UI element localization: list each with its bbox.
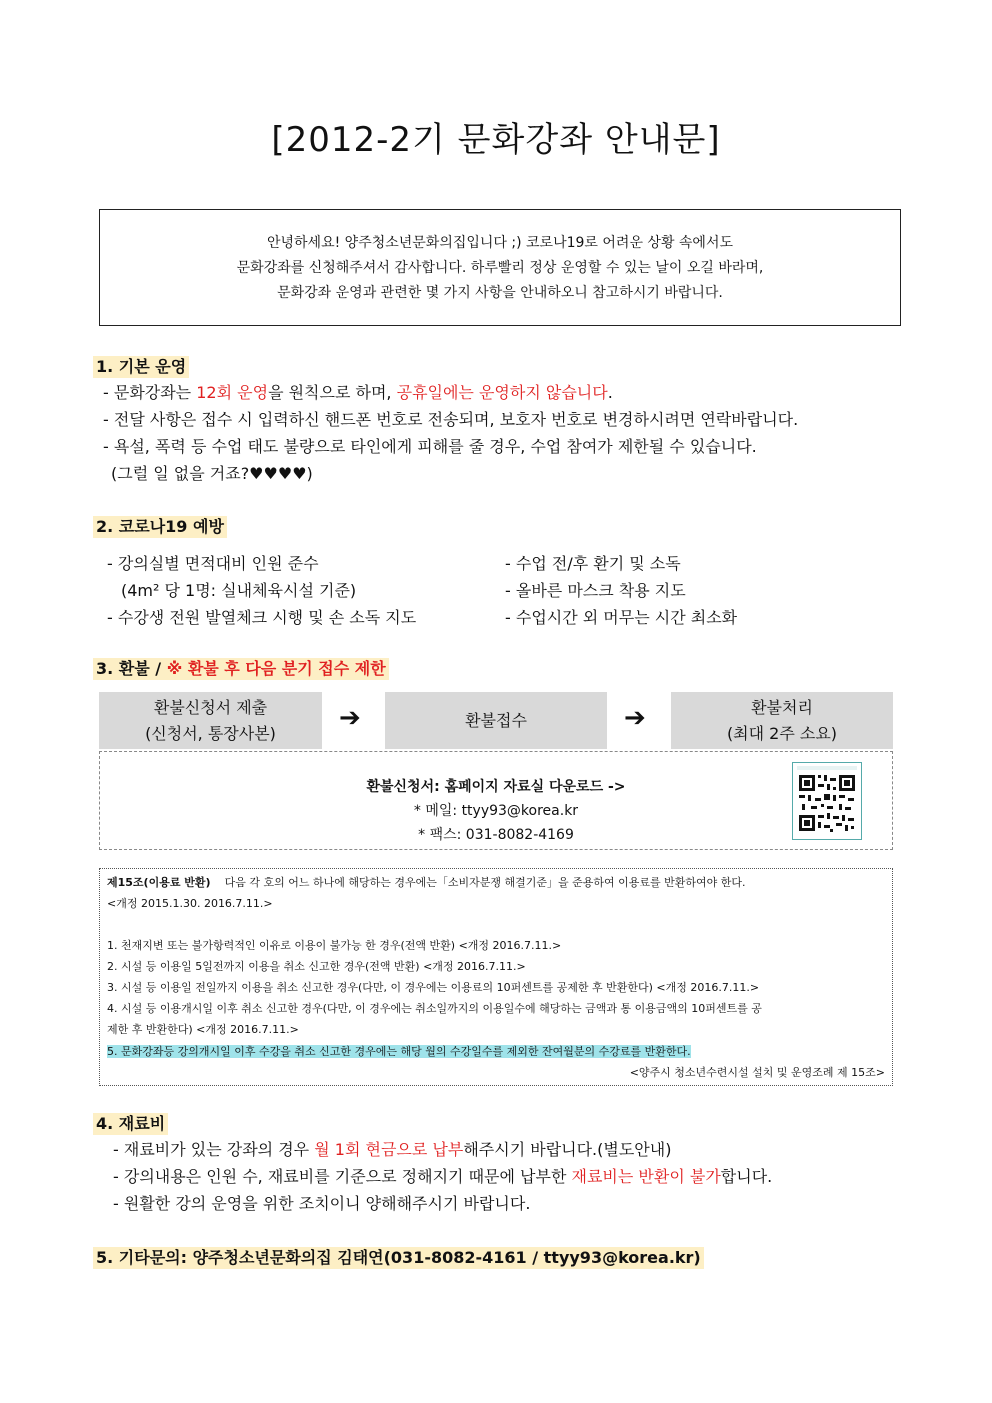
materials-line-1 <box>113 1139 671 1161</box>
step-label: 환불신청서 제출 <box>153 697 268 717</box>
law-item: 4. 시설 등 이용개시일 이후 취소 신고한 경우(다만, 이 경우에는 취소일까지의 이용일수에 해당하는 금액과 통 이용금액의 10퍼센트를 공 <box>107 1002 762 1015</box>
step-label: 환불처리 <box>751 697 813 717</box>
intro-line: 문화강좌 운영과 관련한 몇 가지 사항을 안내하오니 참고하시기 바랍니다. <box>277 285 723 301</box>
text: 3. 환불 / <box>96 659 167 678</box>
page-title: [2012-2기 문화강좌 안내문] <box>271 120 721 160</box>
basic-line-2: - 전달 사항은 접수 시 입력하신 핸드폰 번호로 전송되며, 보호자 번호로 변경하시려면 연락바랍니다. <box>103 410 799 429</box>
text: - 문화강좌는 <box>103 383 197 402</box>
basic-line-3: - 욕설, 폭력 등 수업 태도 불량으로 타인에게 피해를 줄 경우, 수업 참여가 제한될 수 있습니다. <box>103 437 757 456</box>
law-item: 3. 시설 등 이용일 전일까지 이용을 취소 신고한 경우(다만, 이 경우에는 이용료의 10퍼센트를 공제한 후 반환한다) <개정 2016.7.11.> <box>107 981 760 994</box>
refund-fax: * 팩스: 031-8082-4169 <box>418 827 574 843</box>
intro-line: 문화강좌를 신청해주셔서 감사합니다. 하루빨리 정상 운영할 수 있는 날이 오길 바라며, <box>236 260 764 276</box>
covid-right-1: - 수업 전/후 환기 및 소독 <box>505 554 681 573</box>
arrow-right-icon: ➔ <box>624 703 646 733</box>
step-sublabel: (신청서, 통장사본) <box>145 723 276 743</box>
basic-line-4: (그럴 일 없을 거죠?♥♥♥♥) <box>111 464 313 483</box>
section-heading-covid: 2. 코로나19 예방 <box>93 516 227 538</box>
highlight: 5. 문화강좌등 강의개시일 이후 수강을 취소 신고한 경우에는 해당 월의 수강일수를 제외한 잔여월분의 수강료를 반환한다. <box>107 1045 691 1058</box>
intro-box <box>99 209 901 326</box>
law-box <box>99 868 893 1086</box>
step-sublabel: (최대 2주 소요) <box>726 723 838 743</box>
refund-form-label: 환불신청서: 홈페이지 자료실 다운로드 -> <box>366 779 626 795</box>
highlight-text: 12회 운영 <box>196 383 269 402</box>
law-heading: 제15조(이용료 반환) <box>107 876 211 889</box>
law-item: 제한 후 반환한다) <개정 2016.7.11.> <box>107 1023 299 1036</box>
text: - 재료비가 있는 강좌의 경우 <box>113 1140 315 1159</box>
text: - 강의내용은 인원 수, 재료비를 기준으로 정해지기 때문에 납부한 <box>113 1167 572 1186</box>
covid-left-2: (4m² 당 1명: 실내체육시설 기준) <box>121 581 357 600</box>
refund-step-submit <box>99 692 322 749</box>
basic-line-1 <box>103 382 613 404</box>
covid-right-3: - 수업시간 외 머무는 시간 최소화 <box>505 608 738 627</box>
arrow-right-icon: ➔ <box>339 703 361 733</box>
refund-mail: * 메일: ttyy93@korea.kr <box>413 803 579 819</box>
intro-line: 안녕하세요! 양주청소년문화의집입니다 ;) 코로나19로 어려운 상황 속에서도 <box>266 235 734 251</box>
materials-line-3: - 원활한 강의 운영을 위한 조치이니 양해해주시기 바랍니다. <box>113 1194 531 1213</box>
section-heading-basic: 1. 기본 운영 <box>93 356 189 378</box>
section-heading-materials: 4. 재료비 <box>93 1113 168 1135</box>
covid-right-2: - 올바른 마스크 착용 지도 <box>505 581 686 600</box>
text: . <box>607 383 613 402</box>
materials-line-2 <box>113 1166 772 1188</box>
covid-left-1: - 강의실별 면적대비 인원 준수 <box>107 554 319 573</box>
law-item: 1. 천재지변 또는 불가항력적인 이유로 이용이 불가능 한 경우(전액 반환) <개정 2016.7.11.> <box>107 939 562 952</box>
highlight-text: 월 1회 현금으로 납부 <box>314 1140 464 1159</box>
highlight-text: 재료비는 반환이 불가 <box>571 1167 721 1186</box>
law-para-1b: <개정 2015.1.30. 2016.7.11.> <box>107 897 273 910</box>
step-label: 환불접수 <box>465 710 527 730</box>
law-item-highlighted <box>107 1041 691 1062</box>
qr-code-icon[interactable] <box>792 762 862 840</box>
refund-step-process <box>671 692 893 749</box>
law-item: 2. 시설 등 이용일 5일전까지 이용을 취소 신고한 경우(전액 반환) <개정 2016.7.11.> <box>107 960 526 973</box>
highlight-text: 공휴일에는 운영하지 않습니다 <box>396 383 608 402</box>
covid-left-3: - 수강생 전원 발열체크 시행 및 손 소독 지도 <box>107 608 417 627</box>
refund-warning: ※ 환불 후 다음 분기 접수 제한 <box>166 659 386 678</box>
text: 을 원칙으로 하며, <box>268 383 397 402</box>
section-heading-refund <box>93 658 389 680</box>
text: 해주시기 바랍니다.(별도안내) <box>463 1140 672 1159</box>
text: 합니다. <box>720 1167 773 1186</box>
text: 다음 각 호의 어느 하나에 해당하는 경우에는「소비자분쟁 해결기준」을 준용하여 이용료를 반환하여야 한다. <box>224 876 746 889</box>
law-para-1 <box>107 872 745 893</box>
refund-step-receive <box>385 692 607 749</box>
section-heading-contact: 5. 기타문의: 양주청소년문화의집 김태연(031-8082-4161 / ttyy93@korea.kr) <box>93 1247 704 1269</box>
law-source: <양주시 청소년수련시설 설치 및 운영조례 제 15조> <box>629 1066 885 1079</box>
